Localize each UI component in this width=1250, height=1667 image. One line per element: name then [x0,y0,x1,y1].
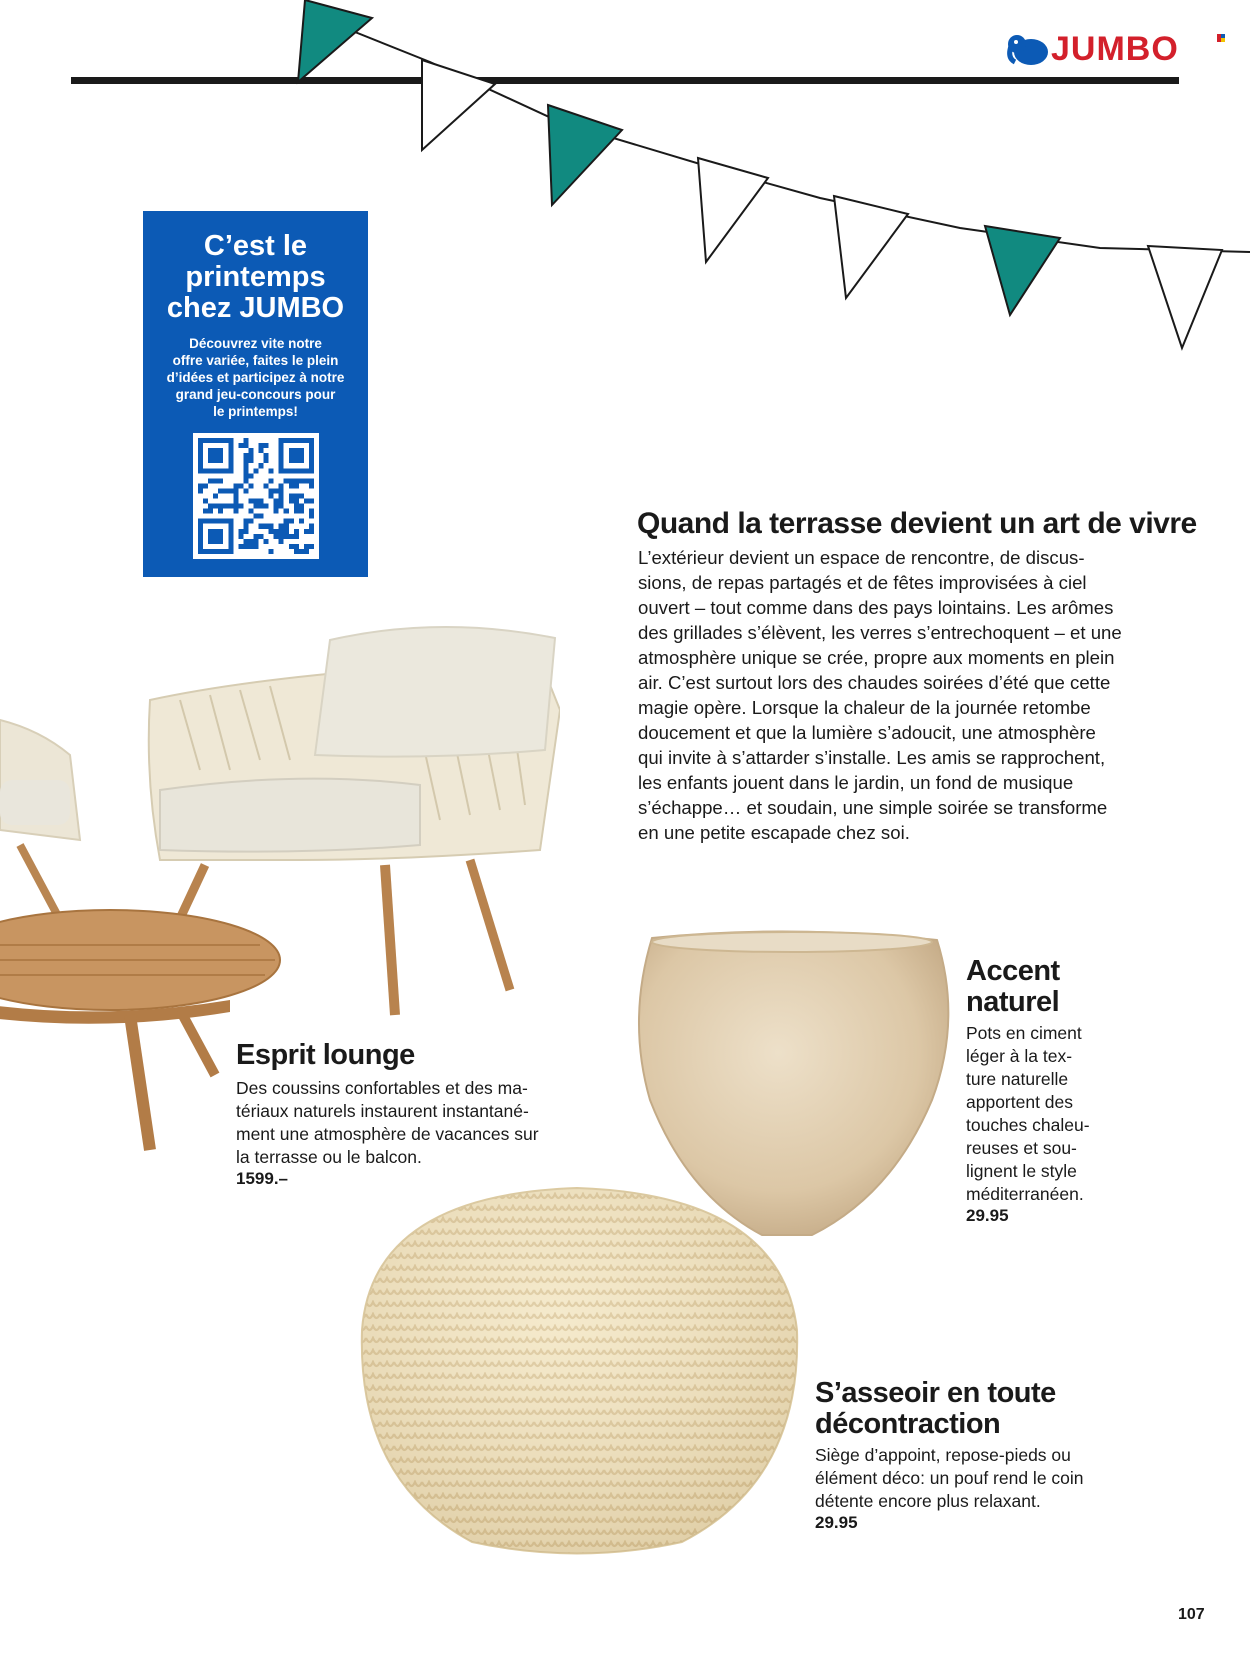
bunting-flag [1148,246,1222,348]
accent-text: Pots en ciment léger à la tex- ture naturelle apportent des touches chaleu- reuses et sou- lignent le style méditerranéen. [966,1023,1090,1204]
pouf-price: 29.95 [815,1513,858,1532]
bunting-flag [298,0,372,82]
qr-code-icon [193,433,319,559]
bunting-flag [985,226,1060,315]
bunting-flag [548,105,622,205]
qr-code[interactable] [193,433,319,559]
lounge-title: Esprit lounge [236,1039,415,1071]
pouf-text: Siège d’appoint, repose-pieds ou élément déco: un pouf rend le coin détente encore plus relaxant. [815,1445,1084,1511]
flag-icon [1217,34,1225,42]
bunting-flag [422,60,495,150]
article-headline: Quand la terrasse devient un art de vivre [637,507,1197,540]
lounge-price: 1599.– [236,1169,288,1188]
page-number: 107 [1178,1606,1205,1623]
bunting-flag [698,158,768,262]
accent-title: Accent naturel [966,955,1060,1018]
accent-price: 29.95 [966,1206,1009,1225]
lounge-product [236,1040,539,1189]
lounge-text: Des coussins confortables et des ma- tériaux naturels instaurent instantané- ment une atmosphère de vacances sur la terrasse ou le balcon. [236,1078,539,1167]
promo-title: C’est le printemps chez JUMBO [166,230,345,324]
left-chair [0,720,80,920]
promo-box [143,211,368,577]
brand-name: JUMBO [1051,30,1179,68]
pouf-title: S’asseoir en toute décontraction [815,1377,1056,1440]
bunting-flag [834,196,908,298]
elephant-logo-icon [1005,32,1051,68]
knitted-pouf-image [352,1180,807,1562]
promo-text: Découvrez vite notre offre variée, faites le plein d’idées et participez à notre grand jeu-concours pour le printemps! [166,336,345,419]
accent-product [966,956,1090,1226]
jumbo-logo [1005,30,1179,69]
pouf-product [815,1378,1084,1533]
article-body: L’extérieur devient un espace de rencontre, de discus- sions, de repas partagés et de fêtes improvisées à ciel ouvert – tout comme dans des pays lointains. Les arômes des grillades s’élèvent, les verres s’entrechoquent – et une atmosphère unique se crée, propre aux moments en plein air. C’est surtout lors des chaudes soirées d’été que cette magie opère. Lorsque la chaleur de la journée retombe doucement et que la lumière s’adoucit, une atmosphère qui invite à s’attarder s’installe. Les amis se rapprochent, les enfants jouent dans le jardin, un fond de musique s’échappe… et soudain, une simple soirée se transforme en une petite escapade chez soi. [638,547,1122,843]
